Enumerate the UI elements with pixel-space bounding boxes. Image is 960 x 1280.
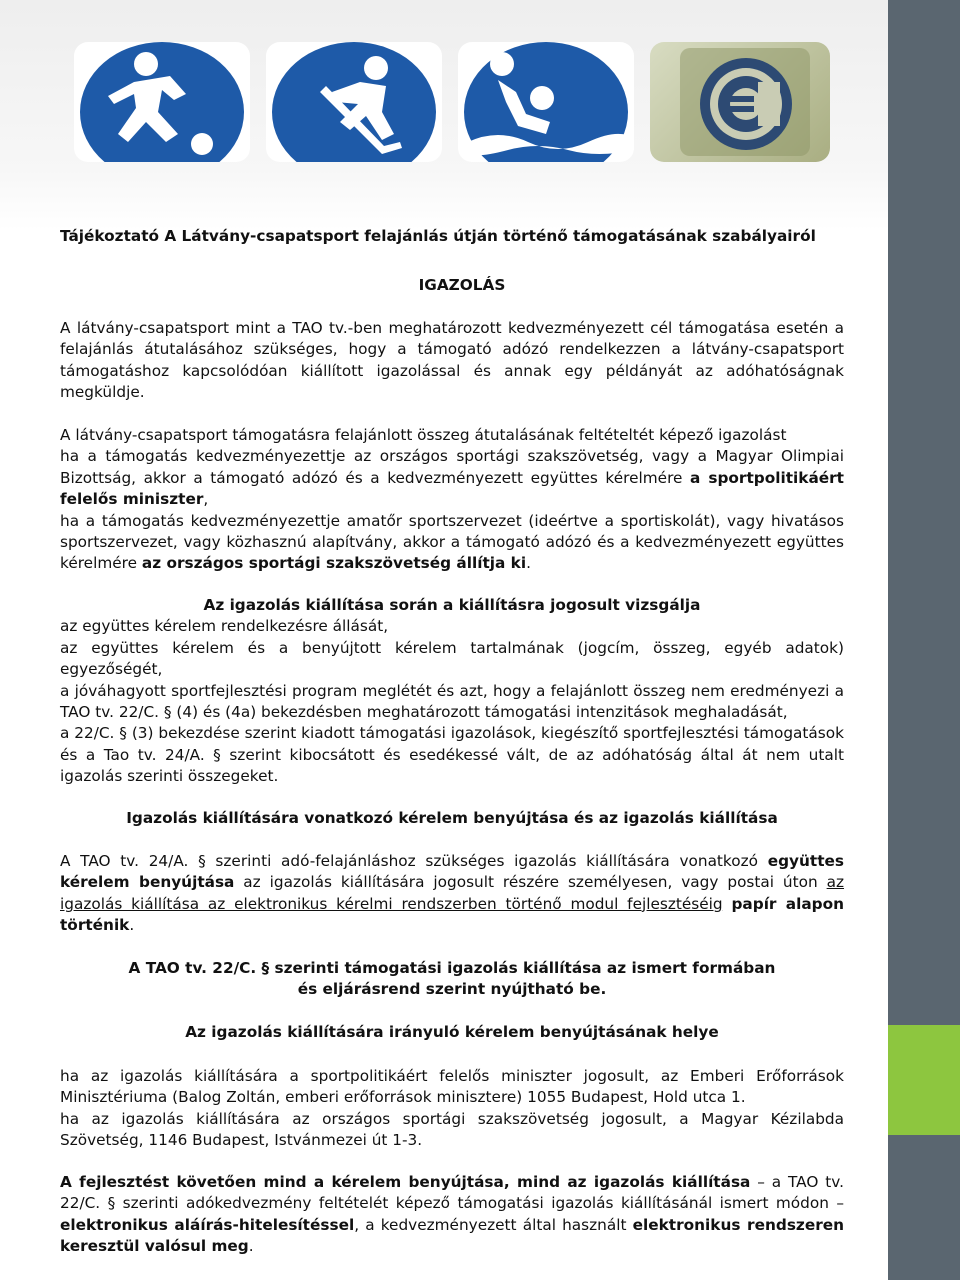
checks-block — [60, 595, 844, 788]
location-ministry: ha az igazolás kiállítására a sportpolitikáért felelős miniszter jogosult, az Emberi Erőforrások Minisztériuma (Balog Zoltán, emberi erőforrások minisztere) 1055 Budapest, Hold utca 1. — [60, 1067, 844, 1107]
request-heading-block — [60, 808, 844, 829]
closing-text: – a TAO tv. 22/C. § szerinti adókedvezmény feltételét képező támogatási igazolás kiállításánál ismert módon – — [60, 1173, 844, 1213]
closing-emphasis: A fejlesztést követően mind a kérelem benyújtása, mind az igazolás kiállítása — [60, 1173, 751, 1191]
check-item: a 22/C. § (3) bekezdése szerint kiadott támogatási igazolások, kiegészítő sportfejlesztési támogatások és a Tao tv. 24/A. § szerint kibocsátott és esedékessé vált, de az adóhatóság által át nem utalt igazolás szerinti összegeket. — [60, 724, 844, 786]
closing-paragraph — [60, 1172, 844, 1258]
closing-paragraph-block — [60, 1172, 844, 1258]
request-text: az igazolás kiállítására jogosult részére személyesen, vagy postai úton — [234, 873, 827, 892]
request-paragraph-block — [60, 851, 844, 937]
section-heading-block — [60, 275, 844, 296]
issuer-case-federation — [60, 511, 844, 575]
request-paragraph — [60, 851, 844, 937]
issuer-case-federation-text: ha a támogatás kedvezményezettje amatőr sportszervezet (ideértve a sportiskolát), vagy hivatásos sportszervezet, vagy közhasznú alapítvány, akkor a támogató adózó és a kedvezményezett együttes kérelmére — [60, 511, 844, 573]
joint-request-emphasis: együttes kérelem benyújtása — [60, 852, 844, 892]
intro-paragraph: A látvány-csapatsport mint a TAO tv.-ben meghatározott kedvezményezett cél támogatása esetén a felajánlás átutalásához szükséges, hogy a támogató adózó rendelkezzen a látvány-csapatsport támogatáshoz kapcsolódóan kiállított igazolással és annak egy példányát az adóhatóságnak megküldje. — [60, 319, 844, 402]
water-polo-pictogram-icon — [458, 42, 634, 162]
location-federation: ha az igazolás kiállítására az országos sportági szakszövetség jogosult, a Magyar Kézilabda Szövetség, 1146 Budapest, Istvánmezei út 1-3. — [60, 1109, 844, 1150]
section-heading-igazolas: IGAZOLÁS — [418, 276, 506, 294]
issuer-ministry-emphasis: a sportpolitikáért felelős miniszter — [60, 468, 844, 509]
document-title-block — [60, 226, 844, 247]
e-signature-emphasis: elektronikus aláírás-hitelesítéssel — [60, 1215, 355, 1234]
intro-paragraph-block — [60, 318, 844, 404]
underlined-clause: az igazolás kiállítása az elektronikus kérelmi rendszerben történő modul fejlesztéséig — [60, 873, 845, 913]
issuer-case-ministry — [60, 446, 844, 510]
punct: . — [248, 1237, 254, 1256]
checks-heading: Az igazolás kiállítása során a kiállításra jogosult vizsgálja — [203, 596, 701, 614]
issuer-intro-line: A látvány-csapatsport támogatásra felajánlott összeg átutalásának feltételtét képező igazolást — [60, 426, 787, 444]
closing-text: , a kedvezményezett által használt — [354, 1215, 633, 1234]
punct: . — [526, 554, 531, 573]
e-system-emphasis: elektronikus rendszeren keresztül valósul meg — [60, 1215, 845, 1256]
football-pictogram-icon — [74, 42, 250, 162]
hockey-pictogram-icon — [266, 42, 442, 162]
punct: , — [203, 490, 209, 509]
punct: . — [129, 916, 135, 935]
tao-note: A TAO tv. 22/C. § szerinti támogatási igazolás kiállítása az ismert formában és eljárásrend szerint nyújtható be. — [128, 959, 776, 999]
request-heading: Igazolás kiállítására vonatkozó kérelem benyújtása és az igazolás kiállítása — [126, 809, 778, 827]
check-item: a jóváhagyott sportfejlesztési program meglétét és azt, hogy a felajánlott összeg nem eredményezi a TAO tv. 22/C. § (4) és (4a) bekezdésben meghatározott támogatási intenzitások meghaladását, — [60, 681, 844, 722]
check-item: az együttes kérelem rendelkezésre állását, — [60, 617, 389, 636]
issuer-federation-emphasis: az országos sportági szakszövetség állítja ki — [141, 554, 527, 573]
document-title: Tájékoztató A Látvány-csapatsport felajánlás útján történő támogatásának szabályairól — [60, 227, 816, 245]
euro-coin-emblem-icon — [650, 42, 830, 162]
green-accent-block — [888, 1025, 960, 1135]
issuer-paragraph-block — [60, 425, 844, 575]
location-heading-block — [60, 1022, 844, 1043]
location-heading: Az igazolás kiállítására irányuló kérelem benyújtásának helye — [185, 1023, 719, 1041]
check-item: az együttes kérelem és a benyújtott kérelem tartalmának (jogcím, összeg, egyéb adatok) egyezőségét, — [60, 638, 844, 679]
tao-note-block — [60, 958, 844, 1001]
issuer-case-ministry-text: ha a támogatás kedvezményezettje az országos sportági szakszövetség, vagy a Magyar Olimpiai Bizottság, akkor a támogató adózó és a kedvezményezett együttes kérelmére — [60, 447, 844, 487]
sports-banner — [74, 42, 834, 162]
request-text: A TAO tv. 24/A. § szerinti adó-felajánláshoz szükséges igazolás kiállítására vonatkozó — [60, 852, 768, 870]
paper-based-emphasis: papír alapon történik — [60, 894, 844, 935]
locations-block — [60, 1066, 844, 1152]
